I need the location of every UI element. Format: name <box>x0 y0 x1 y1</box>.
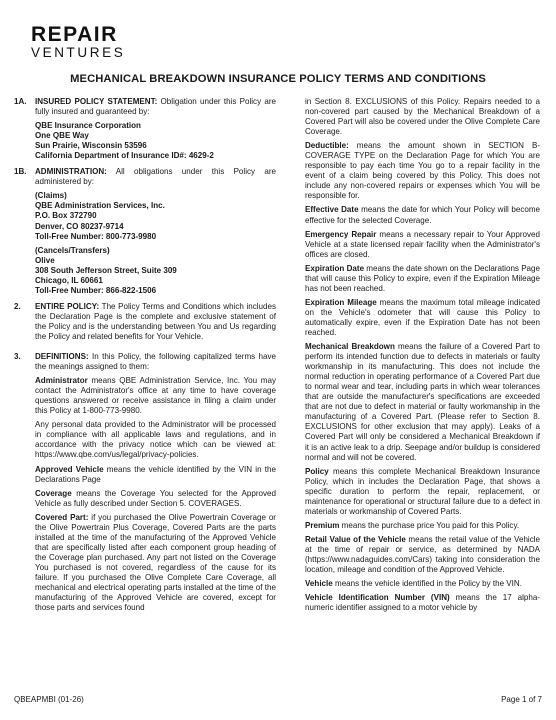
address-line: California Department of Insurance ID#: 4629-2 <box>35 151 214 161</box>
document-title: MECHANICAL BREAKDOWN INSURANCE POLICY TERMS AND CONDITIONS <box>70 73 486 85</box>
definition-effective-date: Effective Date means the date for which Your Policy will become effective for the selected Coverage. <box>305 205 540 225</box>
address-line: Sun Prairie, Wisconsin 53596 <box>35 141 147 151</box>
definition-coverage: Coverage means the Coverage You selected for the Approved Vehicle as fully described under Section 5. COVERAGES. <box>35 488 276 508</box>
section-heading: ADMINISTRATION: <box>35 167 107 177</box>
definition-vehicle: Vehicle means the vehicle identified in the Policy by the VIN. <box>305 579 522 589</box>
section-heading: DEFINITIONS: <box>35 352 89 362</box>
section-1a <box>14 97 276 161</box>
address-line: (Cancels/Transfers) <box>35 245 110 255</box>
address-line: Denver, CO 80237-9714 <box>35 221 124 231</box>
definition-expiration-date: Expiration Date means the date shown on the Declarations Page that will cause this Policy to expire, even if the Expiration Mileage has not been reached. <box>305 263 540 293</box>
section-number: 1A. <box>14 97 27 106</box>
address-line: QBE Administration Services, Inc. <box>35 201 165 211</box>
section-number: 2. <box>14 301 21 311</box>
page-number: Page 1 of 7 <box>501 695 542 704</box>
definition-expiration-mileage: Expiration Mileage means the maximum total mileage indicated on the Vehicle's odometer that will cause this Policy to automatically expire, even if the Expiration Date has not been reached. <box>305 297 540 337</box>
definition-covered-part: Covered Part: if you purchased the Olive Powertrain Coverage or the Olive Powertrain Plus Coverage, Covered Parts are the parts installed at the time of the manufacturing of the Approved Vehicle that are specifically listed after each component group heading of the Coverage plan purchased. Any part not listed on the Coverage You purchased is not covered, regardless of the cause for its failure. If you purchased the Olive Complete Care Coverage, all mechanical and electrical operating parts installed at the time of the manufacturing of the Approved Vehicle are covered, except for those parts and services found <box>35 512 276 613</box>
address-line: QBE Insurance Corporation <box>35 121 141 131</box>
section-text: Obligation under this Policy are fully insured and guaranteed by: <box>35 97 276 117</box>
right-column <box>305 97 540 617</box>
definition-vin: Vehicle Identification Number (VIN) means the 17 alpha-numeric identifier assigned to a motor vehicle by <box>305 593 540 613</box>
privacy-notice: Any personal data provided to the Administrator will be processed in compliance with all applicable laws and regulations, and in accordance with the privacy notice which can be viewed at: https://www.qbe.com/us/legal/privacy-policies. <box>35 420 276 460</box>
definition-retail-value: Retail Value of the Vehicle means the retail value of the Vehicle at the time of repair or service, as determined by NADA (https://www.nadaguides.com/Cars) taking into consideration the location, mileage and condition of the Approved Vehicle. <box>305 534 540 575</box>
address-line: 308 South Jefferson Street, Suite 309 <box>35 265 177 275</box>
section-2 <box>14 302 276 346</box>
definition-premium: Premium means the purchase price You paid for this Policy. <box>305 520 520 530</box>
definition-deductible: Deductible: means the amount shown in SECTION B-COVERAGE TYPE on the Declaration Page for which You are responsible to pay each time You go to a repair facility in the event of a claim being covered by this Policy. This does not include any non-covered repairs or expenses which You will be responsible for. <box>305 141 540 201</box>
address-line: Olive <box>35 255 55 265</box>
address-line: P.O. Box 372790 <box>35 211 97 221</box>
section-3 <box>14 352 276 617</box>
left-column <box>14 97 276 623</box>
section-text: In this Policy, the following capitalized terms have the meanings assigned to them: <box>35 352 276 372</box>
covered-part-continuation: in Section 8. EXCLUSIONS of this Policy. Repairs needed to a non-covered part caused by the Mechanical Breakdown of a Covered Part will also be covered under the Olive Complete Care Coverage. <box>305 97 540 137</box>
definition-emergency-repair: Emergency Repair means a necessary repair to Your Approved Vehicle at a state licensed repair facility when the Administrator's offices are closed. <box>305 229 540 259</box>
address-line: Chicago, IL 60661 <box>35 275 103 285</box>
address-line: Toll-Free Number: 800-773-9980 <box>35 231 157 241</box>
section-1b <box>14 167 276 296</box>
address-line: (Claims) <box>35 191 67 201</box>
definition-administrator: Administrator means QBE Administration Service, Inc. You may contact the Administrator's office at any time to have coverage questions answered or receive assistance in filing a claim under this Policy at 1-800-773-9980. <box>35 376 276 416</box>
repair-ventures-logo <box>31 24 125 60</box>
definition-approved-vehicle: Approved Vehicle means the vehicle identified by the VIN in the Declarations Page <box>35 464 276 484</box>
section-number: 1B. <box>14 167 27 177</box>
section-text: All obligations under this Policy are administered by: <box>35 167 276 187</box>
section-heading: INSURED POLICY STATEMENT: <box>35 97 158 106</box>
definition-mechanical-breakdown: Mechanical Breakdown means the failure of a Covered Part to perform its intended function due to defects in materials or faulty workmanship in its manufacturing. This does not include the normal reduction in operating performance of a Covered Part due to normal wear and tear, including parts in which wear tolerances that are outside the manufacturer's specifications are exceeded that are not due to defect in material or faulty workmanship in the manufacturing of a Covered Part. (Please refer to Section 8. EXCLUSIONS for other exclusion that may apply). Leaks of a Covered Part will only be considered a Mechanical Breakdown if it is an active leak to a drip. Seepage and/or buildup is considered normal and will not be covered. <box>305 342 540 462</box>
logo-wordmark-top: REPAIR <box>31 23 118 46</box>
section-number: 3. <box>14 352 21 362</box>
form-code: QBEAPMBI (01-26) <box>14 695 84 704</box>
address-line: One QBE Way <box>35 131 89 141</box>
section-heading: ENTIRE POLICY: <box>35 301 100 311</box>
address-line: Toll-Free Number: 866-822-1506 <box>35 285 157 295</box>
logo-wordmark-bottom: VENTURES <box>31 45 126 60</box>
section-text: The Policy Terms and Conditions which includes the Declaration Page is the complete and exclusive statement of the Policy and is the understanding between You and Us regarding the Policy and related benefits for Your Vehicle. <box>35 301 276 341</box>
definition-policy: Policy means this complete Mechanical Breakdown Insurance Policy, which in includes the Declaration Page, that shows a specific duration to perform the repair, replacement, or maintenance for operational or structural failure due to a defect in materials or workmanship of Covered Parts. <box>305 466 540 516</box>
